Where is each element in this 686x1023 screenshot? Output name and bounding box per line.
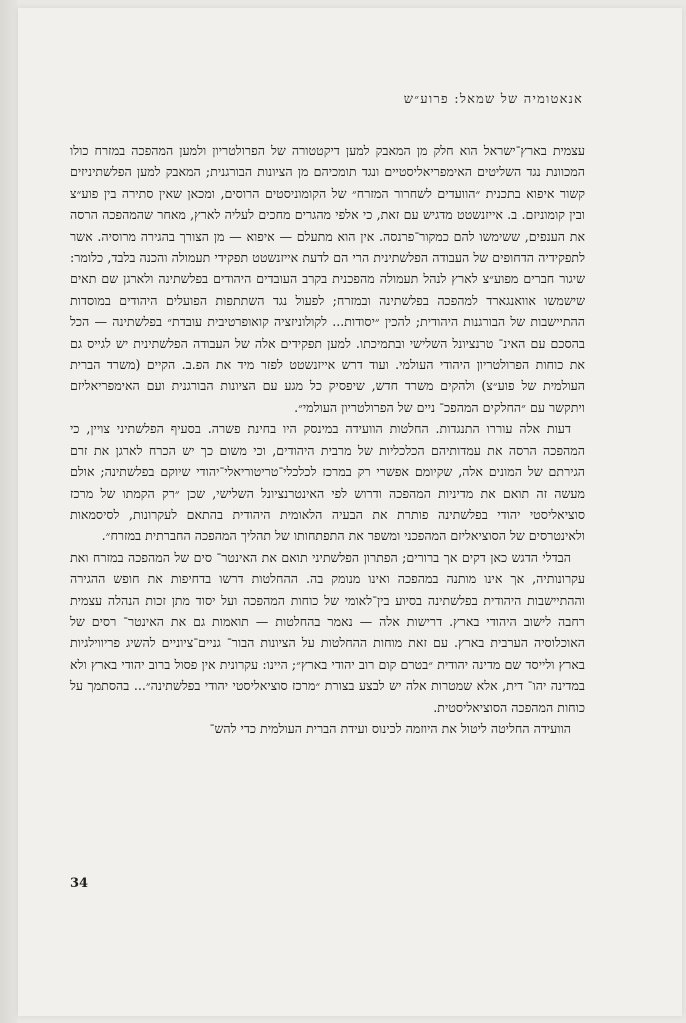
page-number: 34 [70, 876, 89, 891]
book-gutter-edge [0, 0, 18, 1023]
body-text [70, 140, 585, 739]
paragraph-4: הוועידה החליטה ליטול את היוזמה לכינוס ועידת הברית העולמית כדי להש־ [209, 720, 571, 736]
running-header: אנאטומיה של שמאל: פרוע״ש [403, 92, 583, 107]
paragraph-1: עצמית בארץ־ישראל הוא חלק מן המאבק למען דיקטטורה של הפרולטריון ולמען המהפכה במזרח כולו המכוונת נגד השליטים האימפריאליסטיים ונגד תומכיהם מן הציונות הבורגנית; המאבק למען הפלשתיניזים קשור איפוא בתכנית ״הוועדים לשחרור המזרח״ של הקומוניסטים הרוסים, ומכאן שאין סתירה בין פוע״צ ובין קומוניזם. ב. אייזנשטט מדגיש עם זאת, כי אלפי מהגרים מחכים לעליה לארץ, מאחר שהמהפכה הרסה את הענפים, ששימשו להם כמקור־פרנסה. אין הוא מתעלם — איפוא — מן הצורך בהגירה מרוסיה. אשר לתפקידיה הדחופים של העבודה הפלשתינית הרי הם לדעת אייזנשטט תפקידי תעמולה והכנה בלבד, כלומר: שיגור חברים מפוע״צ לארץ לנהל תעמולה מהפכנית בקרב העובדים היהודים בפלשתינה ולארגן שם תאים שישמשו אוואנגארד למהפכה בפלשתינה ובמזרח; לפעול נגד השתתפות הפועלים היהודים במוסדות ההתיישבות של הבורגנות היהודית; להכין ״יסודות... לקולוניזציה קואופרטיבית עובדת״ בפלשתינה — הכל בהסכם עם האינ־ טרנציונל השלישי ובתמיכתו. למען תפקידים אלה של העבודה הפלשתינית יש לגייס גם את כוחות הפרולטריון היהודי העולמי. ועוד דרש אייזנשטט לפזר מיד את הפ.ב. הקיים (משרד הברית העולמית של פוע״צ) ולהקים משרד חדש, שיפסיק כל מגע עם הציונות הבורגנית ועם האימפריאליזם ויתקשר עם ״החלקים המהפכ־ ניים של הפרולטריון העולמי״. [70, 143, 585, 415]
paragraph-3: הבדלי הדגש כאן דקים אך ברורים; הפתרון הפלשתיני תואם את האינטר־ סים של המהפכה במזרח ואת עקרונותיה, אך אינו מותנה במהפכה ואינו מנומק בה. ההחלטות דרשו בדחיפות את חופש ההגירה וההתיישבות היהודית בפלשתינה בסיוע בין־לאומי של כוחות המהפכה ועל יסוד מתן זכות הנהלה עצמית רחבה לישוב היהודי בארץ. דרישות אלה — נאמר בהחלטות — תואמות גם את האינטר־ רסים של האוכלוסיה הערבית בארץ. עם זאת מוחות ההחלטות על הציונות הבור־ גניים־ציוניים להשיג פריווילגיות בארץ ולייסד שם מדינה יהודית ״בטרם קום רוב יהודי בארץ״; היינו: עקרונית אין פסול ברוב יהודי בארץ ולא במדינה יהו־ דית, אלא שמטרות אלה יש לבצע בצורת ״מרכז סוציאליסטי יהודי בפלשתינה״... בהסתמך על כוחות המהפכה הסוציאליסטית. [70, 549, 585, 715]
paragraph-2: דעות אלה עוררו התנגדות. החלטות הוועידה במינסק היו בחינת פשרה. בסעיף הפלשתיני צויין, כי המהפכה הרסה את עמדותיהם הכלכליות של מרבית היהודים, וכי משום כך יש הכרח לארגן את זרם הגירתם של המונים אלה, שקיומם אפשרי רק במרכז לכלכלי־טריטוריאלי־יהודי שיוקם בפלשתינה; אולם מעשה זה תואם את מדיניות המהפכה ודרוש לפי האינטרנציונל השלישי, שכן ״רק הקמתו של מרכז סוציאליסטי יהודי בפלשתינה פותרת את הבעיה הלאומית היהודית בהתאם לעקרונות, לסיסמאות ולאינטרסים של הסוציאליזם המהפכני ומשפר את התפתחותו של תהליך המהפכה החברתית במזרח״. [70, 421, 585, 544]
